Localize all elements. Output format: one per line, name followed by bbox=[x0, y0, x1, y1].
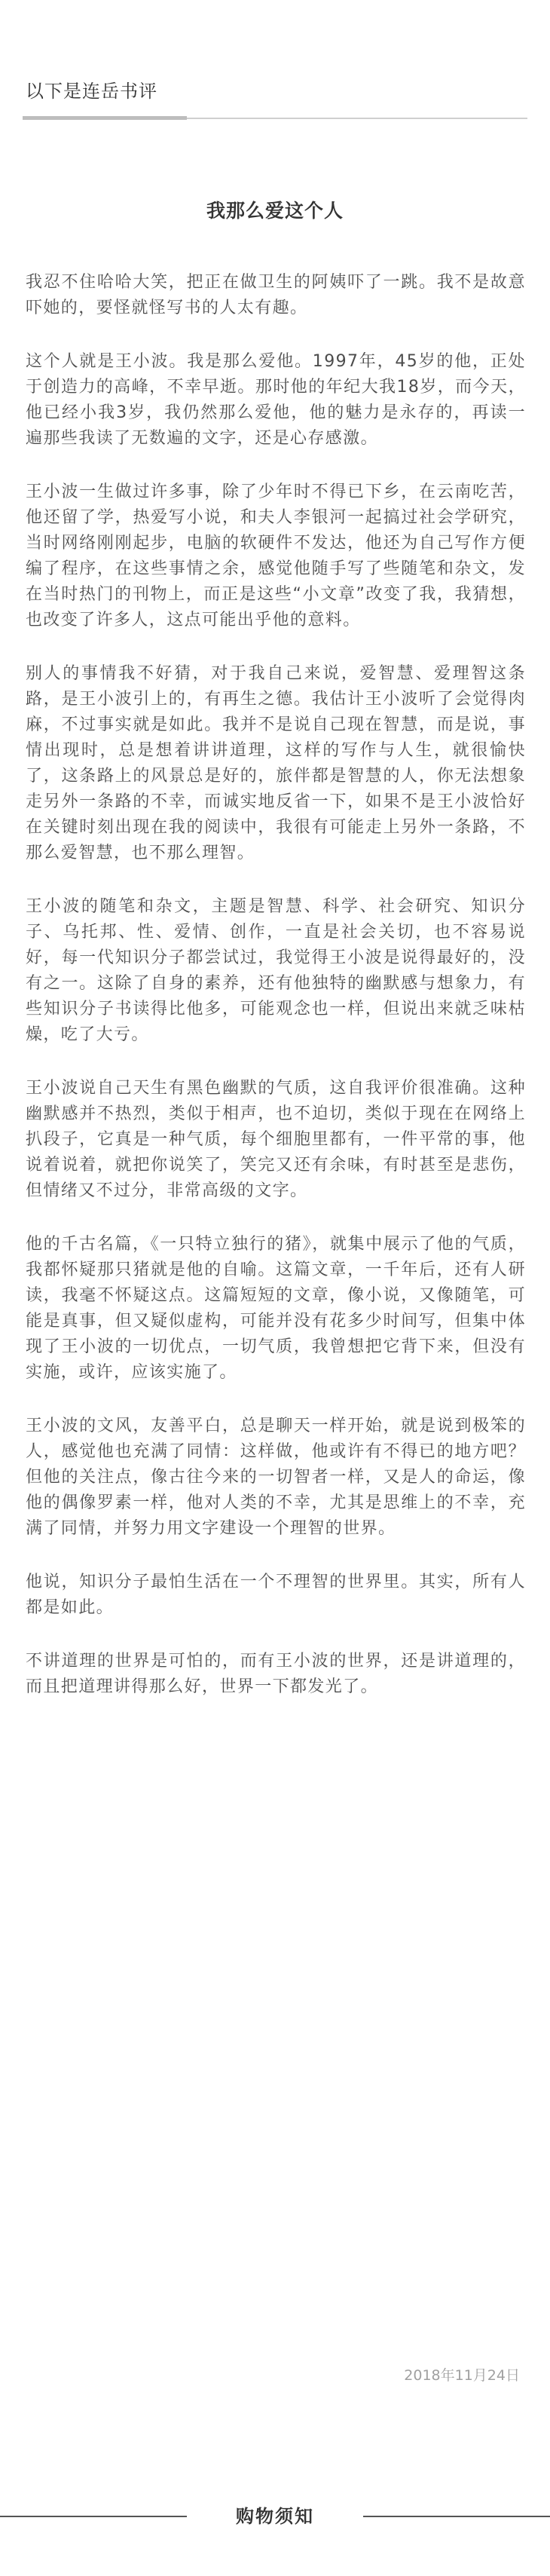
footer-section-header bbox=[0, 2501, 550, 2532]
article-paragraph: 他的千古名篇，《一只特立独行的猪》，就集中展示了他的气质，我都怀疑那只猪就是他的自喻。这篇文章，一千年后，还有人研读，我毫不怀疑这点。这篇短短的文章，像小说，又像随笔，可能是真事，但又疑似虚构，可能并没有花多少时间写，但集中体现了王小波的一切优点，一切气质，我曾想把它背下来，但没有实施，或许，应该实施了。 bbox=[26, 1235, 526, 1382]
section-header bbox=[23, 78, 527, 112]
article-paragraph: 王小波说自己天生有黑色幽默的气质，这自我评价很准确。这种幽默感并不热烈，类似于相声，也不迫切，类似于现在在网络上扒段子，它真是一种气质，每个细胞里都有，一件平常的事，他说着说着，就把你说笑了，笑完又还有余味，有时甚至是悲伤，但情绪又不过分，非常高级的文字。 bbox=[26, 1079, 526, 1200]
footer-divider-right bbox=[363, 2516, 550, 2517]
article-title: 我那么爱这个人 bbox=[206, 200, 344, 222]
article-paragraph: 王小波一生做过许多事，除了少年时不得已下乡，在云南吃苦，他还留了学，热爱写小说，和夫人李银河一起搞过社会学研究，当时网络刚刚起步，电脑的软硬件不发达，他还为自己写作方便编了程序，在这些事情之余，感觉他随手写了些随笔和杂文，发在当时热门的刊物上，而正是这些“小文章”改变了我，我猜想，也改变了许多人，这点可能出乎他的意料。 bbox=[26, 482, 526, 629]
article-paragraph: 王小波的文风，友善平白，总是聊天一样开始，就是说到极笨的人，感觉他也充满了同情：这样做，他或许有不得已的地方吧？但他的关注点，像古往今来的一切智者一样，又是人的命运，像他的偶像罗素一样，他对人类的不幸，尤其是思维上的不幸，充满了同情，并努力用文字建设一个理智的世界。 bbox=[26, 1417, 526, 1538]
article-body bbox=[26, 270, 526, 1728]
article-paragraph: 他说，知识分子最怕生活在一个不理智的世界里。其实，所有人都是如此。 bbox=[26, 1573, 526, 1617]
article-paragraph: 王小波的随笔和杂文，主题是智慧、科学、社会研究、知识分子、乌托邦、性、爱情、创作，一直是社会关切，也不容易说好，每一代知识分子都尝试过，我觉得王小波是说得最好的，没有之一。这除了自身的素养，还有他独特的幽默感与想象力，有些知识分子书读得比他多，可能观念也一样，但说出来就乏味枯燥，吃了大亏。 bbox=[26, 897, 526, 1044]
article-date: 2018年11月24日 bbox=[404, 2367, 520, 2384]
footer-section-title: 购物须知 bbox=[236, 2506, 314, 2527]
article-paragraph: 不讲道理的世界是可怕的，而有王小波的世界，还是讲道理的，而且把道理讲得那么好，世界一下都发光了。 bbox=[26, 1652, 526, 1696]
article-paragraph: 这个人就是王小波。我是那么爱他。1997年，45岁的他，正处于创造力的高峰，不幸早逝。那时他的年纪大我18岁，而今天，他已经小我3岁，我仍然那么爱他，他的魅力是永存的，再读一遍那些我读了无数遍的文字，还是心存感激。 bbox=[26, 352, 526, 448]
section-title: 以下是连岳书评 bbox=[26, 81, 157, 102]
article-paragraph: 我忍不住哈哈大笑，把正在做卫生的阿姨吓了一跳。我不是故意吓她的，要怪就怪写书的人太有趣。 bbox=[26, 273, 526, 317]
article-paragraph: 别人的事情我不好猜，对于我自己来说，爱智慧、爱理智这条路，是王小波引上的，有再生之德。我估计王小波听了会觉得肉麻，不过事实就是如此。我并不是说自己现在智慧，而是说，事情出现时，总是想着讲讲道理，这样的写作与人生，就很愉快了，这条路上的风景总是好的，旅伴都是智慧的人，你无法想象走另外一条路的不幸，而诚实地反省一下，如果不是王小波恰好在关键时刻出现在我的阅读中，我很有可能走上另外一条路，不那么爱智慧，也不那么理智。 bbox=[26, 664, 526, 862]
section-divider-accent bbox=[23, 116, 187, 120]
